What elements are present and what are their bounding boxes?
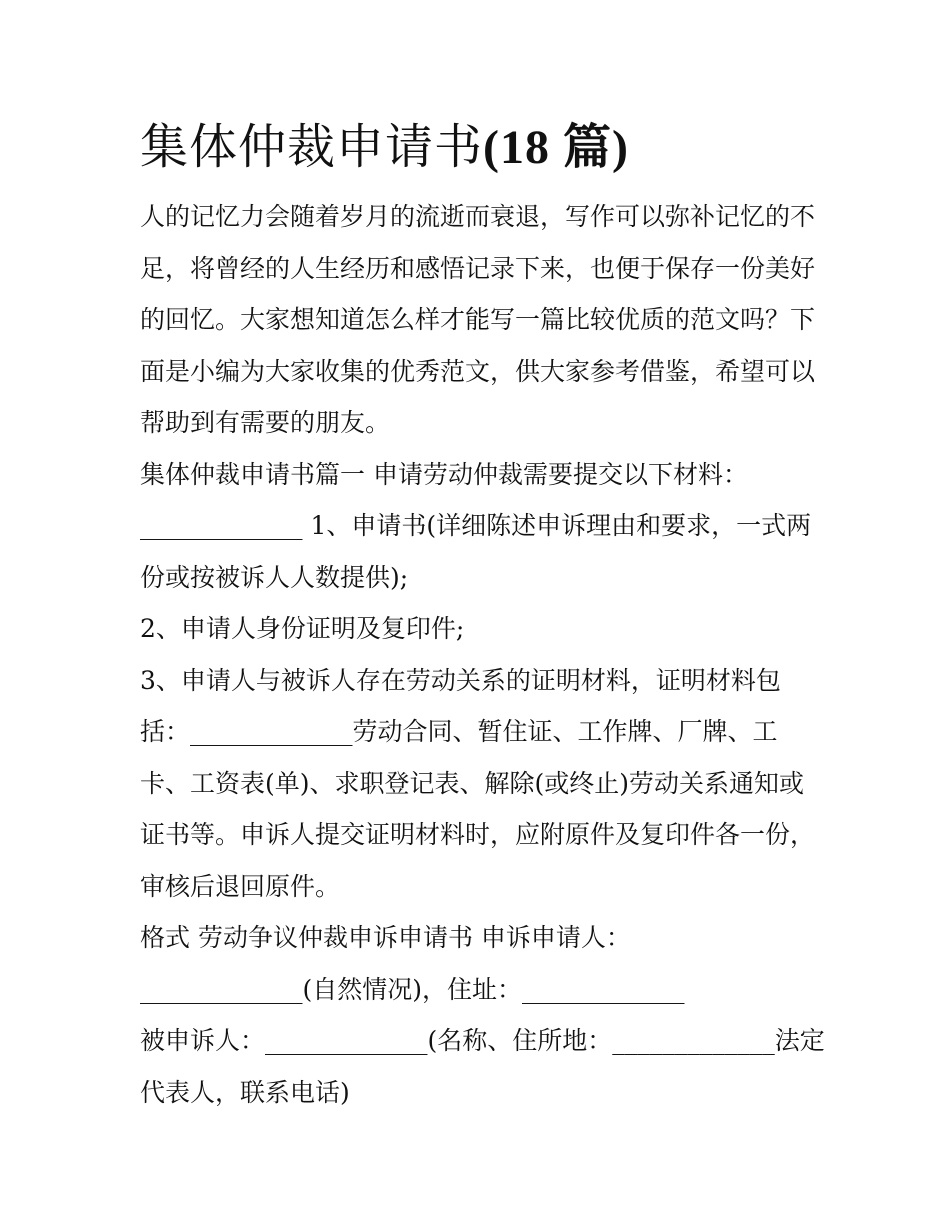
document-page — [140, 112, 825, 1118]
text-line: 被申诉人：_____________(名称、住所地：_____________法定 — [140, 1026, 825, 1055]
text-line: 足，将曾经的人生经历和感悟记录下来，也便于保存一份美好 — [140, 253, 816, 283]
title-suffix: (18 篇) — [483, 121, 629, 174]
intro-paragraph — [140, 191, 816, 449]
text-line: _____________ 1、申请书(详细陈述申诉理由和要求，一式两 — [140, 511, 812, 540]
section-heading: 集体仲裁申请书篇一 申请劳动仲裁需要提交以下材料： — [140, 459, 748, 489]
text-line: 的回忆。大家想知道怎么样才能写一篇比较优质的范文吗？下 — [140, 305, 816, 334]
text-line: 证书等。申诉人提交证明材料时，应附原件及复印件各一份， — [140, 820, 816, 849]
document-title — [140, 112, 812, 183]
title-main: 集体仲裁申请书 — [140, 119, 484, 175]
text-line: 括：_____________劳动合同、暂住证、工作牌、厂牌、工 — [140, 717, 778, 746]
text-line: 审核后退回原件。 — [140, 871, 341, 901]
text-line: 帮助到有需要的朋友。 — [140, 408, 391, 437]
list-item: 2、申请人身份证明及复印件; — [140, 614, 465, 643]
text-line: 面是小编为大家收集的优秀范文，供大家参考借鉴，希望可以 — [140, 356, 816, 386]
text-line: 人的记忆力会随着岁月的流逝而衰退，写作可以弥补记忆的不 — [140, 202, 816, 231]
respondent-block — [140, 1015, 825, 1118]
list-item — [140, 500, 812, 603]
text-line: 代表人，联系电话) — [140, 1077, 350, 1107]
applicant-line: _____________(自然情况)，住址：_____________ — [140, 974, 685, 1004]
text-line: 份或按被诉人人数提供); — [140, 562, 409, 592]
list-item — [140, 655, 816, 913]
text-line: 卡、工资表(单)、求职登记表、解除(或终止)劳动关系通知或 — [140, 768, 805, 798]
text-line: 3、申请人与被诉人存在劳动关系的证明材料，证明材料包 — [140, 665, 781, 695]
format-heading: 格式 劳动争议仲裁申诉申请书 申诉申请人： — [140, 923, 631, 952]
